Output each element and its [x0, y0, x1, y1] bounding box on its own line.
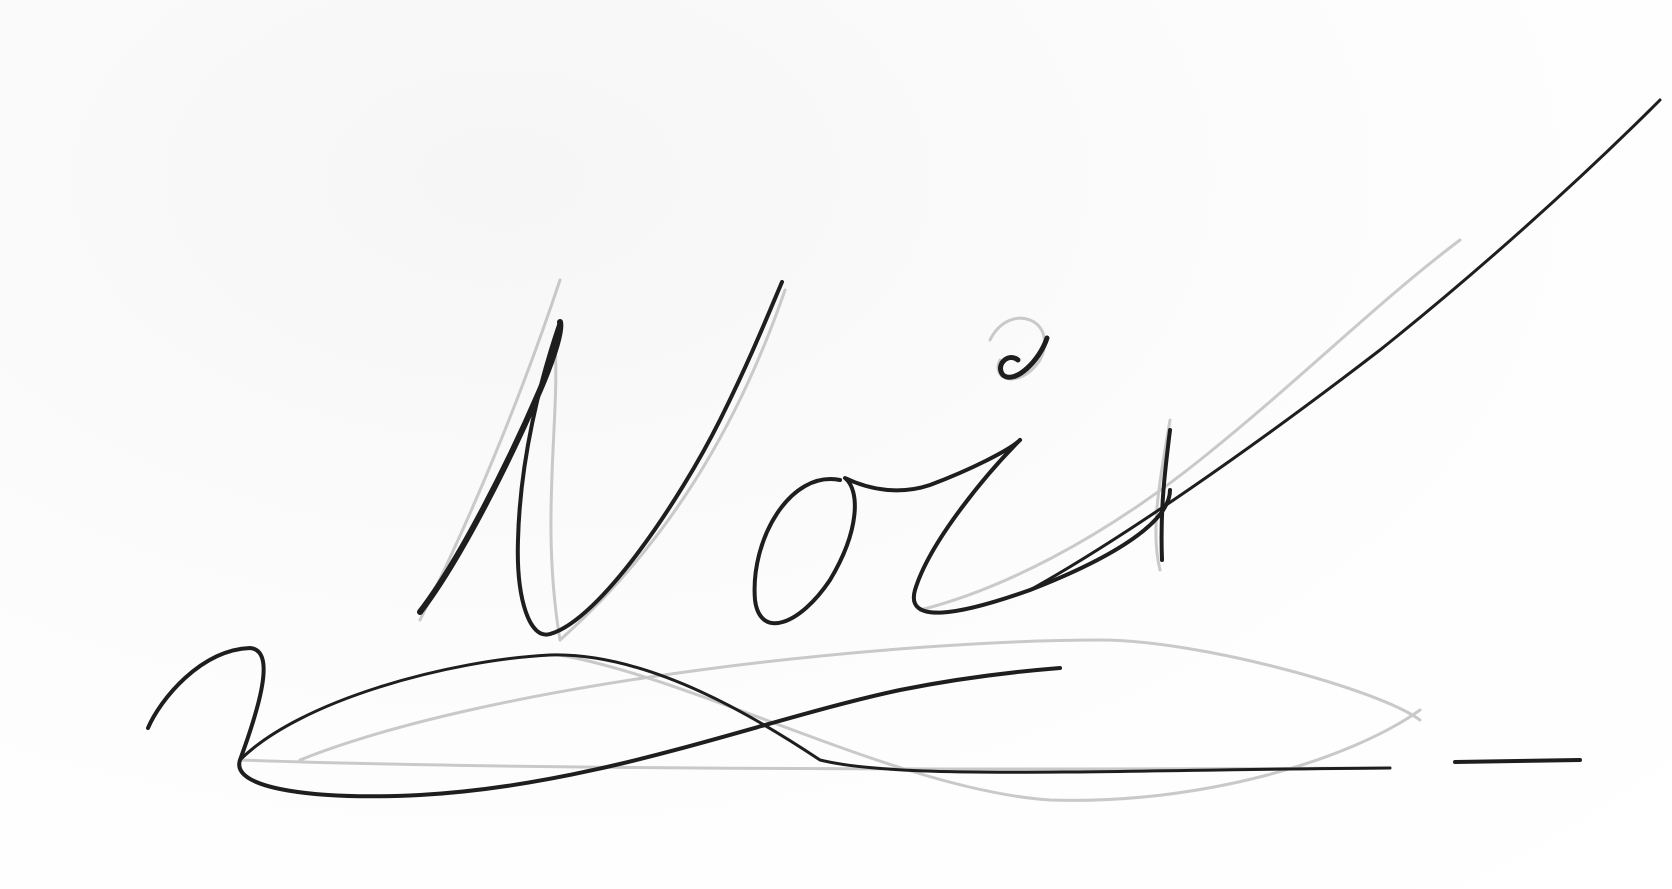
- signature-ink: [148, 100, 1660, 796]
- signature-pencil-underlay: [240, 240, 1460, 800]
